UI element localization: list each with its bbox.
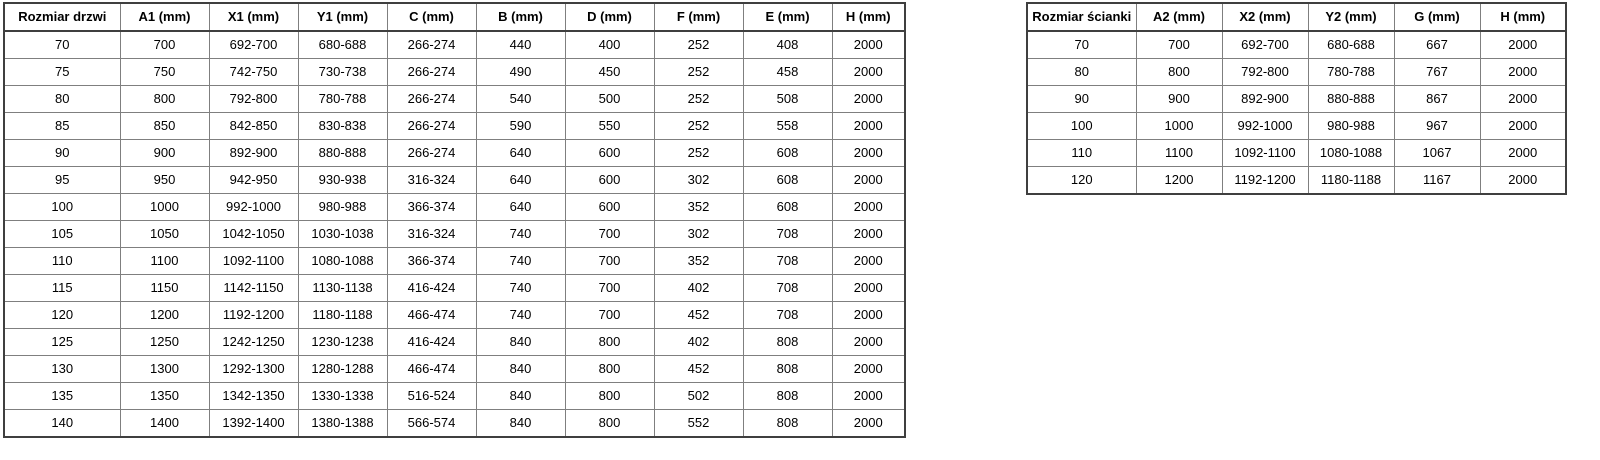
wall-table-body xyxy=(1027,31,1566,194)
table-cell: 1042-1050 xyxy=(209,221,298,248)
table-cell: 700 xyxy=(1136,31,1222,59)
table-cell: 266-274 xyxy=(387,113,476,140)
table-cell: 692-700 xyxy=(1222,31,1308,59)
table-cell: 767 xyxy=(1394,59,1480,86)
table-cell: 880-888 xyxy=(1308,86,1394,113)
table-cell: 840 xyxy=(476,383,565,410)
table-row xyxy=(4,194,905,221)
table-row xyxy=(1027,113,1566,140)
table-cell: 900 xyxy=(1136,86,1222,113)
table-cell: 800 xyxy=(120,86,209,113)
table-cell: 800 xyxy=(1136,59,1222,86)
table-row xyxy=(4,140,905,167)
table-cell: 1380-1388 xyxy=(298,410,387,438)
table-cell: 266-274 xyxy=(387,140,476,167)
table-cell: 740 xyxy=(476,248,565,275)
table-cell: 792-800 xyxy=(1222,59,1308,86)
table-cell: 316-324 xyxy=(387,221,476,248)
table-cell: 708 xyxy=(743,275,832,302)
table-cell: 700 xyxy=(565,302,654,329)
table-cell: 980-988 xyxy=(298,194,387,221)
table-cell: 2000 xyxy=(832,59,905,86)
table-row xyxy=(4,113,905,140)
table-row xyxy=(1027,59,1566,86)
table-cell: 1200 xyxy=(120,302,209,329)
table-cell: 1067 xyxy=(1394,140,1480,167)
table-cell: 2000 xyxy=(1480,31,1566,59)
table-cell: 1030-1038 xyxy=(298,221,387,248)
table-cell: 416-424 xyxy=(387,275,476,302)
table-cell: 100 xyxy=(1027,113,1136,140)
door-table-body xyxy=(4,31,905,437)
table-cell: 742-750 xyxy=(209,59,298,86)
table-cell: 352 xyxy=(654,194,743,221)
table-row xyxy=(1027,31,1566,59)
table-cell: 992-1000 xyxy=(1222,113,1308,140)
table-cell: 792-800 xyxy=(209,86,298,113)
table-cell: 608 xyxy=(743,194,832,221)
table-cell: 640 xyxy=(476,140,565,167)
table-cell: 105 xyxy=(4,221,120,248)
column-header: Rozmiar drzwi xyxy=(4,3,120,31)
table-row xyxy=(1027,86,1566,113)
table-cell: 452 xyxy=(654,302,743,329)
table-cell: 1092-1100 xyxy=(1222,140,1308,167)
column-header: Rozmiar ścianki xyxy=(1027,3,1136,31)
door-size-table xyxy=(3,2,906,438)
table-cell: 708 xyxy=(743,221,832,248)
table-cell: 2000 xyxy=(832,140,905,167)
table-cell: 90 xyxy=(1027,86,1136,113)
column-header: C (mm) xyxy=(387,3,476,31)
table-cell: 302 xyxy=(654,167,743,194)
table-cell: 1000 xyxy=(1136,113,1222,140)
table-cell: 930-938 xyxy=(298,167,387,194)
column-header: Y1 (mm) xyxy=(298,3,387,31)
table-cell: 1192-1200 xyxy=(1222,167,1308,195)
table-cell: 90 xyxy=(4,140,120,167)
table-cell: 730-738 xyxy=(298,59,387,86)
table-cell: 500 xyxy=(565,86,654,113)
table-cell: 708 xyxy=(743,248,832,275)
table-cell: 700 xyxy=(120,31,209,59)
column-header: H (mm) xyxy=(1480,3,1566,31)
table-cell: 85 xyxy=(4,113,120,140)
column-header: Y2 (mm) xyxy=(1308,3,1394,31)
table-cell: 1100 xyxy=(120,248,209,275)
table-cell: 2000 xyxy=(832,221,905,248)
table-cell: 75 xyxy=(4,59,120,86)
wall-size-table xyxy=(1026,2,1567,195)
table-cell: 516-524 xyxy=(387,383,476,410)
table-cell: 1342-1350 xyxy=(209,383,298,410)
table-cell: 80 xyxy=(1027,59,1136,86)
column-header: E (mm) xyxy=(743,3,832,31)
table-cell: 110 xyxy=(1027,140,1136,167)
table-cell: 840 xyxy=(476,356,565,383)
table-cell: 1192-1200 xyxy=(209,302,298,329)
table-cell: 850 xyxy=(120,113,209,140)
table-cell: 840 xyxy=(476,410,565,438)
table-cell: 1000 xyxy=(120,194,209,221)
table-cell: 942-950 xyxy=(209,167,298,194)
table-cell: 316-324 xyxy=(387,167,476,194)
table-cell: 600 xyxy=(565,194,654,221)
table-cell: 1100 xyxy=(1136,140,1222,167)
table-cell: 266-274 xyxy=(387,59,476,86)
table-cell: 252 xyxy=(654,113,743,140)
table-cell: 800 xyxy=(565,356,654,383)
table-cell: 490 xyxy=(476,59,565,86)
table-cell: 740 xyxy=(476,302,565,329)
table-cell: 1180-1188 xyxy=(298,302,387,329)
table-cell: 1392-1400 xyxy=(209,410,298,438)
table-cell: 366-374 xyxy=(387,248,476,275)
table-cell: 892-900 xyxy=(1222,86,1308,113)
table-cell: 252 xyxy=(654,31,743,59)
table-cell: 1167 xyxy=(1394,167,1480,195)
table-cell: 466-474 xyxy=(387,302,476,329)
table-cell: 1400 xyxy=(120,410,209,438)
table-cell: 800 xyxy=(565,410,654,438)
table-cell: 692-700 xyxy=(209,31,298,59)
table-cell: 566-574 xyxy=(387,410,476,438)
table-cell: 1130-1138 xyxy=(298,275,387,302)
table-cell: 402 xyxy=(654,329,743,356)
table-cell: 2000 xyxy=(832,356,905,383)
table-cell: 780-788 xyxy=(298,86,387,113)
table-row xyxy=(4,356,905,383)
table-cell: 740 xyxy=(476,275,565,302)
table-cell: 2000 xyxy=(1480,59,1566,86)
table-row xyxy=(4,383,905,410)
table-row xyxy=(4,329,905,356)
table-cell: 352 xyxy=(654,248,743,275)
table-cell: 700 xyxy=(565,248,654,275)
table-cell: 252 xyxy=(654,140,743,167)
table-cell: 608 xyxy=(743,167,832,194)
table-cell: 302 xyxy=(654,221,743,248)
table-row xyxy=(1027,140,1566,167)
table-row xyxy=(4,410,905,438)
table-cell: 416-424 xyxy=(387,329,476,356)
table-cell: 502 xyxy=(654,383,743,410)
table-cell: 550 xyxy=(565,113,654,140)
wall-table-header-row xyxy=(1027,3,1566,31)
table-cell: 440 xyxy=(476,31,565,59)
table-cell: 458 xyxy=(743,59,832,86)
table-cell: 266-274 xyxy=(387,86,476,113)
table-cell: 2000 xyxy=(832,167,905,194)
table-cell: 120 xyxy=(4,302,120,329)
table-cell: 1080-1088 xyxy=(298,248,387,275)
table-cell: 2000 xyxy=(1480,167,1566,195)
table-cell: 900 xyxy=(120,140,209,167)
table-cell: 95 xyxy=(4,167,120,194)
table-cell: 667 xyxy=(1394,31,1480,59)
table-cell: 700 xyxy=(565,275,654,302)
table-cell: 2000 xyxy=(832,31,905,59)
table-cell: 2000 xyxy=(832,410,905,438)
table-cell: 750 xyxy=(120,59,209,86)
table-cell: 590 xyxy=(476,113,565,140)
table-cell: 1242-1250 xyxy=(209,329,298,356)
table-row xyxy=(4,248,905,275)
table-row xyxy=(4,275,905,302)
table-cell: 366-374 xyxy=(387,194,476,221)
column-header: A2 (mm) xyxy=(1136,3,1222,31)
table-cell: 80 xyxy=(4,86,120,113)
table-row xyxy=(4,31,905,59)
table-cell: 880-888 xyxy=(298,140,387,167)
table-cell: 1080-1088 xyxy=(1308,140,1394,167)
table-cell: 1200 xyxy=(1136,167,1222,195)
table-cell: 252 xyxy=(654,86,743,113)
table-cell: 808 xyxy=(743,329,832,356)
table-row xyxy=(4,86,905,113)
table-cell: 1230-1238 xyxy=(298,329,387,356)
table-cell: 600 xyxy=(565,167,654,194)
table-cell: 867 xyxy=(1394,86,1480,113)
table-cell: 100 xyxy=(4,194,120,221)
table-cell: 950 xyxy=(120,167,209,194)
table-cell: 2000 xyxy=(832,329,905,356)
table-cell: 508 xyxy=(743,86,832,113)
table-cell: 1350 xyxy=(120,383,209,410)
table-cell: 780-788 xyxy=(1308,59,1394,86)
table-cell: 842-850 xyxy=(209,113,298,140)
table-cell: 808 xyxy=(743,410,832,438)
table-cell: 266-274 xyxy=(387,31,476,59)
table-cell: 1250 xyxy=(120,329,209,356)
table-cell: 130 xyxy=(4,356,120,383)
table-cell: 708 xyxy=(743,302,832,329)
table-cell: 1280-1288 xyxy=(298,356,387,383)
table-cell: 2000 xyxy=(832,194,905,221)
table-cell: 115 xyxy=(4,275,120,302)
table-cell: 892-900 xyxy=(209,140,298,167)
column-header: X2 (mm) xyxy=(1222,3,1308,31)
column-header: H (mm) xyxy=(832,3,905,31)
table-cell: 2000 xyxy=(1480,140,1566,167)
table-cell: 980-988 xyxy=(1308,113,1394,140)
table-cell: 808 xyxy=(743,383,832,410)
table-cell: 400 xyxy=(565,31,654,59)
table-cell: 1330-1338 xyxy=(298,383,387,410)
table-cell: 1150 xyxy=(120,275,209,302)
column-header: F (mm) xyxy=(654,3,743,31)
column-header: A1 (mm) xyxy=(120,3,209,31)
table-cell: 452 xyxy=(654,356,743,383)
table-cell: 2000 xyxy=(832,275,905,302)
table-cell: 700 xyxy=(565,221,654,248)
table-cell: 110 xyxy=(4,248,120,275)
table-cell: 640 xyxy=(476,194,565,221)
table-cell: 70 xyxy=(4,31,120,59)
table-row xyxy=(1027,167,1566,195)
table-cell: 70 xyxy=(1027,31,1136,59)
table-row xyxy=(4,221,905,248)
table-cell: 140 xyxy=(4,410,120,438)
table-cell: 740 xyxy=(476,221,565,248)
table-cell: 125 xyxy=(4,329,120,356)
table-cell: 540 xyxy=(476,86,565,113)
table-cell: 1300 xyxy=(120,356,209,383)
table-cell: 830-838 xyxy=(298,113,387,140)
table-cell: 135 xyxy=(4,383,120,410)
table-cell: 1180-1188 xyxy=(1308,167,1394,195)
table-cell: 120 xyxy=(1027,167,1136,195)
table-cell: 640 xyxy=(476,167,565,194)
table-cell: 402 xyxy=(654,275,743,302)
table-cell: 680-688 xyxy=(1308,31,1394,59)
table-cell: 2000 xyxy=(1480,86,1566,113)
table-cell: 2000 xyxy=(832,248,905,275)
table-cell: 808 xyxy=(743,356,832,383)
table-cell: 1092-1100 xyxy=(209,248,298,275)
table-cell: 608 xyxy=(743,140,832,167)
table-cell: 967 xyxy=(1394,113,1480,140)
column-header: B (mm) xyxy=(476,3,565,31)
table-cell: 1142-1150 xyxy=(209,275,298,302)
table-cell: 800 xyxy=(565,383,654,410)
table-cell: 2000 xyxy=(832,86,905,113)
table-cell: 992-1000 xyxy=(209,194,298,221)
table-cell: 408 xyxy=(743,31,832,59)
table-cell: 1292-1300 xyxy=(209,356,298,383)
table-row xyxy=(4,167,905,194)
column-header: D (mm) xyxy=(565,3,654,31)
table-row xyxy=(4,302,905,329)
column-header: G (mm) xyxy=(1394,3,1480,31)
table-row xyxy=(4,59,905,86)
column-header: X1 (mm) xyxy=(209,3,298,31)
table-cell: 600 xyxy=(565,140,654,167)
table-cell: 2000 xyxy=(832,383,905,410)
table-cell: 466-474 xyxy=(387,356,476,383)
table-cell: 1050 xyxy=(120,221,209,248)
table-cell: 840 xyxy=(476,329,565,356)
door-table-header-row xyxy=(4,3,905,31)
table-cell: 558 xyxy=(743,113,832,140)
table-cell: 800 xyxy=(565,329,654,356)
table-cell: 552 xyxy=(654,410,743,438)
table-cell: 2000 xyxy=(832,113,905,140)
table-cell: 450 xyxy=(565,59,654,86)
table-cell: 680-688 xyxy=(298,31,387,59)
table-cell: 2000 xyxy=(1480,113,1566,140)
table-cell: 252 xyxy=(654,59,743,86)
table-cell: 2000 xyxy=(832,302,905,329)
